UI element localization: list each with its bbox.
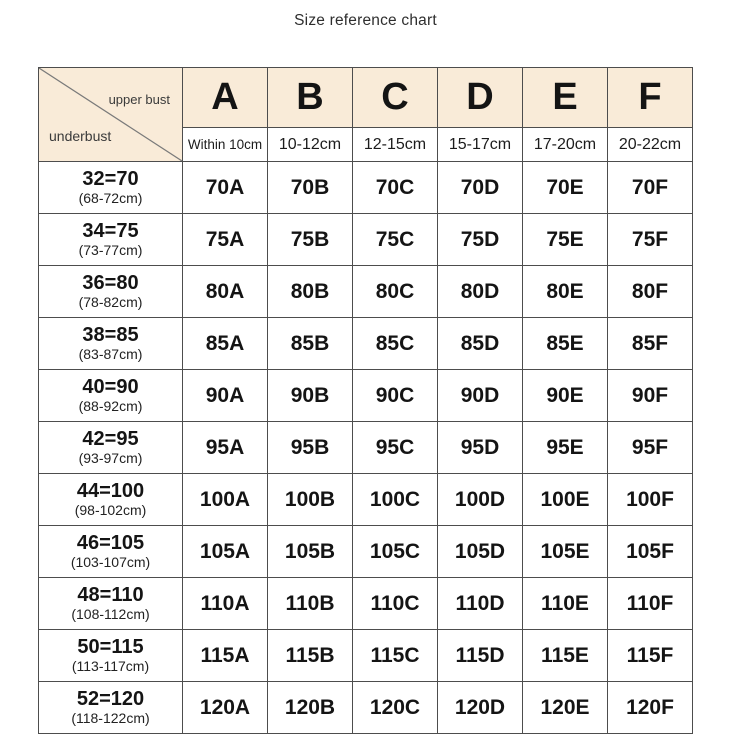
size-cell-85B: 85B [268, 318, 353, 370]
size-cell-105E: 105E [523, 526, 608, 578]
underbust-range: (98-102cm) [74, 502, 147, 519]
underbust-range: (83-87cm) [78, 346, 143, 363]
underbust-size: 34=75 [82, 220, 139, 243]
size-cell-120D: 120D [438, 682, 523, 734]
size-cell-80C: 80C [353, 266, 438, 318]
size-cell-100B: 100B [268, 474, 353, 526]
table-row [39, 578, 693, 630]
size-cell-100C: 100C [353, 474, 438, 526]
size-cell-70E: 70E [523, 162, 608, 214]
underbust-range: (113-117cm) [71, 658, 150, 675]
size-cell-115B: 115B [268, 630, 353, 682]
size-cell-105A: 105A [183, 526, 268, 578]
size-cell-85A: 85A [183, 318, 268, 370]
size-cell-85D: 85D [438, 318, 523, 370]
size-cell-75F: 75F [608, 214, 693, 266]
size-cell-75B: 75B [268, 214, 353, 266]
size-cell-110E: 110E [523, 578, 608, 630]
size-cell-95C: 95C [353, 422, 438, 474]
underbust-label: underbust [49, 128, 112, 144]
size-cell-75E: 75E [523, 214, 608, 266]
underbust-size: 42=95 [82, 428, 139, 451]
column-range-E: 17-20cm [523, 128, 608, 162]
row-label [39, 214, 183, 266]
row-label [39, 630, 183, 682]
size-cell-115C: 115C [353, 630, 438, 682]
size-cell-115F: 115F [608, 630, 693, 682]
size-cell-95A: 95A [183, 422, 268, 474]
table-row [39, 318, 693, 370]
underbust-size: 32=70 [82, 168, 139, 191]
corner-header-cell [39, 68, 183, 162]
size-cell-110F: 110F [608, 578, 693, 630]
size-cell-80F: 80F [608, 266, 693, 318]
size-cell-85F: 85F [608, 318, 693, 370]
size-cell-70B: 70B [268, 162, 353, 214]
size-reference-table [38, 67, 693, 734]
underbust-size: 46=105 [76, 532, 145, 555]
size-cell-75C: 75C [353, 214, 438, 266]
page-title: Size reference chart [294, 12, 437, 29]
diagonal-divider-line [39, 68, 182, 161]
underbust-range: (68-72cm) [78, 190, 143, 207]
underbust-size: 52=120 [76, 688, 145, 711]
size-cell-115A: 115A [183, 630, 268, 682]
size-cell-90A: 90A [183, 370, 268, 422]
row-label [39, 682, 183, 734]
size-cell-105C: 105C [353, 526, 438, 578]
column-range-D: 15-17cm [438, 128, 523, 162]
size-cell-95F: 95F [608, 422, 693, 474]
underbust-size: 38=85 [82, 324, 139, 347]
size-cell-70F: 70F [608, 162, 693, 214]
underbust-size: 36=80 [82, 272, 139, 295]
underbust-range: (108-112cm) [71, 606, 150, 623]
row-label [39, 578, 183, 630]
size-cell-105B: 105B [268, 526, 353, 578]
table-row [39, 526, 693, 578]
column-letter-B: B [268, 68, 353, 128]
size-cell-95D: 95D [438, 422, 523, 474]
column-letter-A: A [183, 68, 268, 128]
size-cell-100E: 100E [523, 474, 608, 526]
row-label [39, 422, 183, 474]
underbust-range: (73-77cm) [78, 242, 143, 259]
size-cell-110C: 110C [353, 578, 438, 630]
column-range-F: 20-22cm [608, 128, 693, 162]
size-cell-100F: 100F [608, 474, 693, 526]
size-cell-95B: 95B [268, 422, 353, 474]
column-letter-E: E [523, 68, 608, 128]
underbust-range: (78-82cm) [78, 294, 143, 311]
size-cell-90E: 90E [523, 370, 608, 422]
size-cell-80E: 80E [523, 266, 608, 318]
table-row [39, 370, 693, 422]
size-cell-120F: 120F [608, 682, 693, 734]
size-cell-120C: 120C [353, 682, 438, 734]
underbust-size: 44=100 [76, 480, 145, 503]
row-label [39, 318, 183, 370]
table-header [39, 68, 693, 162]
size-cell-75D: 75D [438, 214, 523, 266]
underbust-size: 40=90 [82, 376, 139, 399]
column-range-C: 12-15cm [353, 128, 438, 162]
underbust-range: (93-97cm) [78, 450, 143, 467]
underbust-range: (118-122cm) [71, 710, 150, 727]
size-cell-110B: 110B [268, 578, 353, 630]
row-label [39, 370, 183, 422]
column-letter-F: F [608, 68, 693, 128]
upper-bust-label: upper bust [108, 92, 170, 107]
size-cell-115E: 115E [523, 630, 608, 682]
size-cell-90B: 90B [268, 370, 353, 422]
underbust-size: 50=115 [77, 636, 144, 659]
table-row [39, 162, 693, 214]
size-cell-100A: 100A [183, 474, 268, 526]
column-range-B: 10-12cm [268, 128, 353, 162]
size-cell-85E: 85E [523, 318, 608, 370]
size-cell-105D: 105D [438, 526, 523, 578]
table-row [39, 474, 693, 526]
size-table-body [39, 162, 693, 734]
size-cell-100D: 100D [438, 474, 523, 526]
column-letter-C: C [353, 68, 438, 128]
table-row [39, 214, 693, 266]
size-cell-120A: 120A [183, 682, 268, 734]
size-cell-85C: 85C [353, 318, 438, 370]
column-letter-D: D [438, 68, 523, 128]
letter-header-row [39, 68, 693, 128]
row-label [39, 162, 183, 214]
size-cell-70D: 70D [438, 162, 523, 214]
table-row [39, 630, 693, 682]
table-row [39, 266, 693, 318]
size-cell-80A: 80A [183, 266, 268, 318]
size-cell-120E: 120E [523, 682, 608, 734]
size-cell-90F: 90F [608, 370, 693, 422]
column-range-A: Within 10cm [183, 128, 268, 162]
size-cell-110A: 110A [183, 578, 268, 630]
size-cell-105F: 105F [608, 526, 693, 578]
size-cell-120B: 120B [268, 682, 353, 734]
size-cell-70A: 70A [183, 162, 268, 214]
table-row [39, 422, 693, 474]
size-cell-95E: 95E [523, 422, 608, 474]
underbust-range: (88-92cm) [78, 398, 143, 415]
row-label [39, 526, 183, 578]
row-label [39, 266, 183, 318]
size-cell-80B: 80B [268, 266, 353, 318]
size-cell-80D: 80D [438, 266, 523, 318]
size-cell-90D: 90D [438, 370, 523, 422]
row-label [39, 474, 183, 526]
size-cell-90C: 90C [353, 370, 438, 422]
size-cell-70C: 70C [353, 162, 438, 214]
size-cell-110D: 110D [438, 578, 523, 630]
underbust-range: (103-107cm) [70, 554, 151, 571]
size-cell-115D: 115D [438, 630, 523, 682]
table-row [39, 682, 693, 734]
underbust-size: 48=110 [77, 584, 144, 607]
size-cell-75A: 75A [183, 214, 268, 266]
